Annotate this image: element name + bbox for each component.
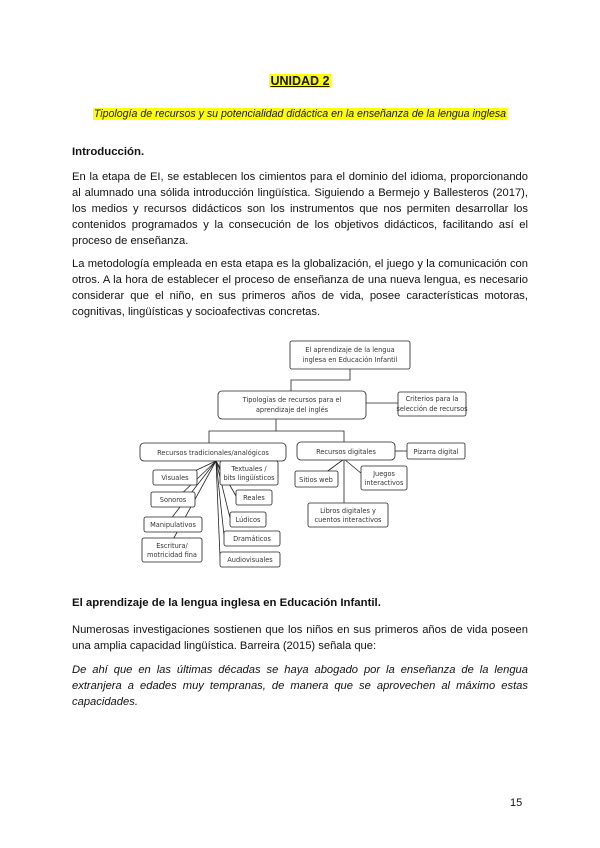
diagram-item-ludicos [230, 512, 266, 527]
diagram-traditional-node [140, 443, 286, 461]
svg-text:aprendizaje del inglés: aprendizaje del inglés [255, 406, 329, 414]
svg-text:motricidad fina: motricidad fina [147, 551, 197, 559]
concept-map-diagram [130, 335, 470, 571]
svg-text:Criterios para la: Criterios para la [405, 395, 459, 403]
svg-text:Juegos: Juegos [373, 470, 395, 478]
page-number: 15 [510, 797, 523, 809]
svg-text:Sonoros: Sonoros [159, 496, 187, 504]
diagram-item-visuales [153, 470, 197, 485]
svg-text:inglesa en Educación Infantil: inglesa en Educación Infantil [302, 356, 398, 364]
diagram-digital-node [297, 442, 395, 460]
diagram-item-reales [236, 490, 272, 505]
section2-heading: El aprendizaje de la lengua inglesa en Educación Infantil. [72, 597, 381, 609]
svg-text:Dramáticos: Dramáticos [233, 535, 271, 543]
svg-text:Pizarra digital: Pizarra digital [413, 448, 459, 456]
svg-text:interactivos: interactivos [364, 479, 404, 487]
svg-text:Escritura/: Escritura/ [156, 542, 188, 550]
intro-paragraph-2: La metodología empleada en esta etapa es la globalización, el juego y la comunicación con otros. A la hora de establecer el proceso de enseñanza de una nueva lengua, es necesario considerar que el niño, en sus primeros años de vida, posee características motoras, cognitivas, lingüísticas y socioafectivas concretas. [72, 258, 528, 318]
unit-subtitle-text: Tipología de recursos y su potencialidad didáctica en la enseñanza de la lengua inglesa [93, 108, 507, 120]
svg-text:El aprendizaje de la lengua: El aprendizaje de la lengua [305, 346, 395, 354]
diagram-item-audiovisuales [220, 552, 280, 567]
svg-text:Recursos digitales: Recursos digitales [316, 448, 376, 456]
diagram-item-sonoros [151, 492, 195, 507]
diagram-item-books [308, 503, 388, 527]
svg-text:Tipologías de recursos para el: Tipologías de recursos para el [242, 396, 342, 404]
intro-paragraph-1: En la etapa de EI, se establecen los cimientos para el dominio del idioma, proporcionando al alumnado una sólida introducción lingüística. Siguiendo a Bermejo y Ballesteros (2017), los medios y recursos didácticos son los instrumentos que nos permiten desarrollar los contenidos programados y la consecución de los objetivos didácticos, facilitando así el proceso de enseñanza. [72, 171, 528, 247]
unit-subtitle [0, 104, 600, 122]
svg-text:cuentos interactivos: cuentos interactivos [314, 516, 382, 524]
unit-title-text: UNIDAD 2 [270, 74, 330, 88]
svg-text:Sitios web: Sitios web [299, 476, 333, 484]
diagram-item-dramaticos [224, 531, 280, 546]
svg-text:Libros digitales y: Libros digitales y [320, 507, 376, 515]
diagram-item-escritura [142, 538, 202, 562]
diagram-digital-board-node [407, 443, 465, 459]
diagram-item-textuales [220, 461, 278, 485]
diagram-item-games [361, 466, 407, 490]
diagram-item-manipulativos [144, 517, 202, 532]
svg-text:Textuales /: Textuales / [231, 465, 267, 473]
unit-title [0, 72, 600, 90]
section2-paragraph: Numerosas investigaciones sostienen que los niños en sus primeros años de vida poseen una amplia capacidad lingüística. Barreira (2015) señala que: [72, 624, 528, 652]
diagram-typologies-node [218, 391, 366, 419]
svg-text:Lúdicos: Lúdicos [235, 516, 261, 524]
svg-text:bits lingüísticos: bits lingüísticos [223, 474, 275, 482]
section2-quote: De ahí que en las últimas décadas se haya abogado por la enseñanza de la lengua extranjera a edades muy tempranas, de manera que se aprovechen al máximo estas capacidades. [72, 664, 528, 708]
svg-text:Audiovisuales: Audiovisuales [227, 556, 273, 564]
svg-text:Manipulativos: Manipulativos [150, 521, 196, 529]
svg-text:Reales: Reales [243, 494, 265, 502]
diagram-item-web [295, 471, 338, 487]
diagram-criteria-node [396, 392, 468, 416]
intro-heading: Introducción. [72, 146, 145, 158]
svg-text:Visuales: Visuales [161, 474, 189, 482]
svg-text:Recursos tradicionales/analógi: Recursos tradicionales/analógicos [157, 449, 269, 457]
svg-text:selección de recursos: selección de recursos [396, 405, 468, 413]
diagram-root-node [290, 341, 410, 369]
